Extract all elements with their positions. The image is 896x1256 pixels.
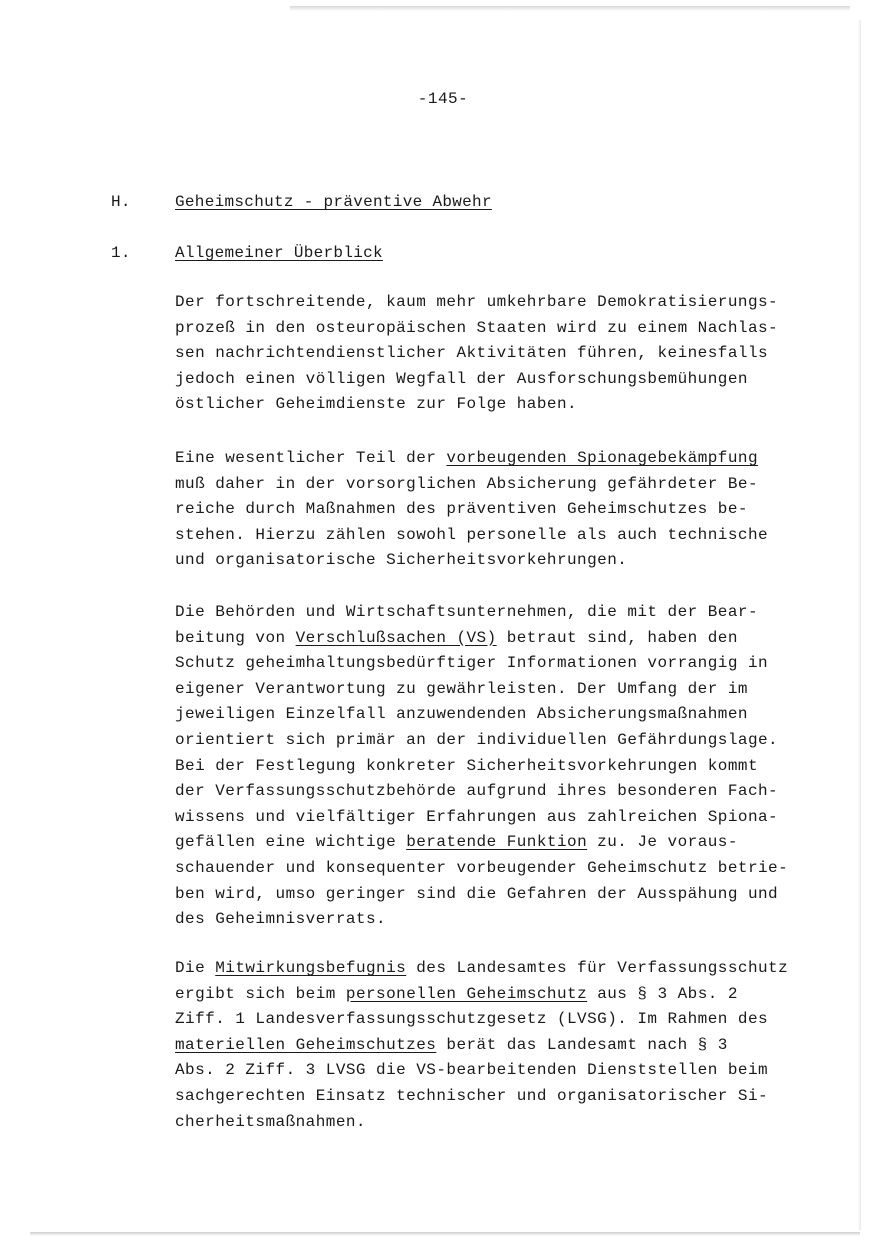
scan-edge-bottom [30, 1232, 860, 1236]
text-line: jedoch einen völligen Wegfall der Ausforschungsbemühungen [175, 369, 748, 388]
text-line: ergibt sich beim personellen Geheimschutz aus § 3 Abs. 2 [175, 984, 738, 1003]
text-line: schauender und konsequenter vorbeugender Geheimschutz betrie- [175, 858, 789, 877]
text-line: cherheitsmaßnahmen. [175, 1112, 366, 1131]
scan-edge-top [290, 6, 850, 11]
text-line: muß daher in der vorsorglichen Absicherung gefährdeter Be- [175, 474, 758, 493]
underlined-term: personellen Geheimschutz [345, 984, 588, 1003]
underlined-term: Mitwirkungsbefugnis [215, 959, 407, 977]
section-number: H. [111, 193, 131, 211]
text-line: Die Mitwirkungsbefugnis des Landesamtes für Verfassungsschutz [175, 959, 789, 977]
paragraph [175, 446, 835, 574]
scan-edge-right [858, 20, 861, 1230]
text-line: beitung von Verschlußsachen (VS) betraut sind, haben den [175, 628, 738, 647]
text-line: des Geheimnisverrats. [175, 910, 387, 929]
text-line: materiellen Geheimschutzes berät das Landesamt nach § 3 [175, 1035, 728, 1054]
subsection-number: 1. [111, 244, 131, 262]
text-line: stehen. Hierzu zählen sowohl personelle als auch technische [175, 525, 769, 544]
text-line: jeweiligen Einzelfall anzuwendenden Absicherungsmaßnahmen [175, 705, 748, 724]
text-line: gefällen eine wichtige beratende Funktion zu. Je voraus- [175, 833, 738, 852]
text-line: sen nachrichtendienstlicher Aktivitäten führen, keinesfalls [175, 344, 769, 363]
paragraph [175, 956, 835, 1135]
text-line: sachgerechten Einsatz technischer und organisatorischer Si- [175, 1086, 769, 1105]
underlined-term: vorbeugenden Spionagebekämpfung [446, 449, 759, 467]
text-line: Der fortschreitende, kaum mehr umkehrbare Demokratisierungs- [175, 293, 779, 311]
text-line: Abs. 2 Ziff. 3 LVSG die VS-bearbeitenden Dienststellen beim [175, 1061, 769, 1080]
underlined-term: beratende Funktion [406, 833, 588, 852]
underlined-term: Verschlußsachen (VS) [295, 628, 497, 647]
text-line: östlicher Geheimdienste zur Folge haben. [175, 395, 578, 414]
text-line: reiche durch Maßnahmen des präventiven Geheimschutzes be- [175, 500, 748, 519]
text-line: Eine wesentlicher Teil der vorbeugenden Spionagebekämpfung [175, 449, 759, 467]
page-number: -145- [417, 90, 469, 108]
text-line: Die Behörden und Wirtschaftsunternehmen, die mit der Bear- [175, 603, 758, 621]
section-title: Geheimschutz - präventive Abwehr [175, 193, 492, 211]
paragraph [175, 290, 835, 418]
paragraph [175, 600, 835, 933]
text-line: wissens und vielfältiger Erfahrungen aus zahlreichen Spiona- [175, 807, 779, 826]
text-line: und organisatorische Sicherheitsvorkehrungen. [175, 551, 628, 570]
text-line: orientiert sich primär an der individuellen Gefährdungslage. [175, 730, 779, 749]
subsection-title: Allgemeiner Überblick [175, 244, 383, 262]
text-line: Ziff. 1 Landesverfassungsschutzgesetz (LVSG). Im Rahmen des [175, 1010, 769, 1029]
text-line: prozeß in den osteuropäischen Staaten wird zu einem Nachlas- [175, 318, 779, 337]
text-line: Bei der Festlegung konkreter Sicherheitsvorkehrungen kommt [175, 756, 758, 775]
text-line: ben wird, umso geringer sind die Gefahren der Ausspähung und [175, 884, 779, 903]
text-line: eigener Verantwortung zu gewährleisten. Der Umfang der im [175, 679, 748, 698]
text-line: der Verfassungsschutzbehörde aufgrund ihres besonderen Fach- [175, 782, 779, 801]
text-line: Schutz geheimhaltungsbedürftiger Informationen vorrangig in [175, 654, 769, 673]
underlined-term: materiellen Geheimschutzes [175, 1035, 437, 1054]
